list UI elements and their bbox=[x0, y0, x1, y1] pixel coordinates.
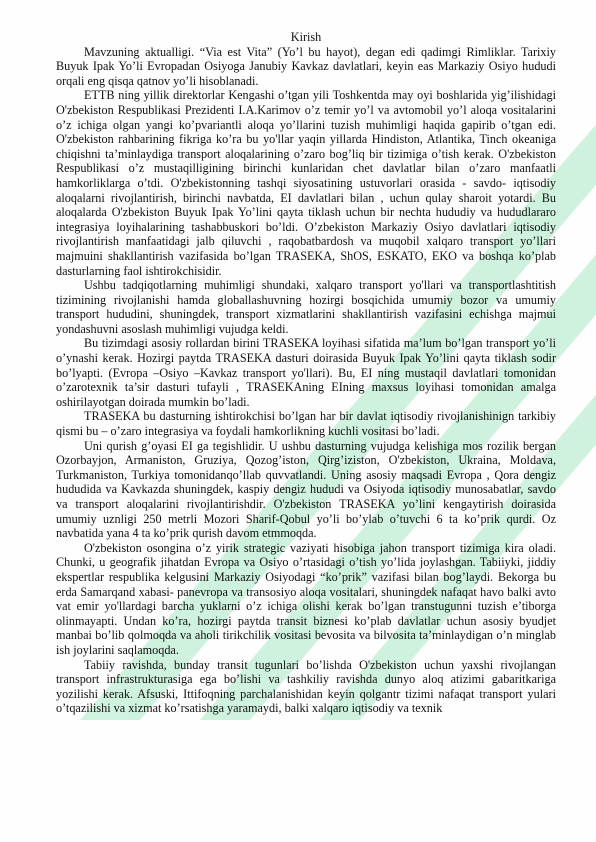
document-body bbox=[56, 30, 556, 716]
document-title: Kirish bbox=[290, 30, 322, 44]
paragraph: TRASEKA bu dasturning ishtirokchisi bo’lgan har bir davlat iqtisodiy rivojlanishinign tarkibiy qismi bu – o’zaro integrasiya va foydali hamkorlikning kuchli vositasi bo’ladi. bbox=[56, 409, 556, 439]
paragraph: Mavzuning aktualligi. “Via est Vita” (Yo’l bu hayot), degan edi qadimgi Rimliklar. Tarixiy Buyuk Ipak Yo’li Evropadan Osiyoga Janubiy Kavkaz davlatlari, keyin eas Markaziy Osiyo hududi orqali eng qisqa qatnov yo’li hisoblanadi. bbox=[56, 44, 556, 88]
paragraph: Tabiiy ravishda, bunday transit tugunlari bo’lishda O'zbekiston uchun yaxshi rivojlangan transport infrastrukturasiga ega bo’lishi va tashkiliy ravishda dunyo aloq atizimi gabaritkariga yozilishi kerak. Afsuski, Ittifoqning parchalanishidan keyin qolgantr tizimi nafaqat transport yulari o’tqazilishi va xizmat ko’rsatishga yaramaydi, balki xalqaro iqtisodiy va texnik bbox=[56, 657, 556, 716]
paragraph: Uni qurish g’oyasi EI ga tegishlidir. U ushbu dasturning vujudga kelishiga mos rozilik bergan Ozorbayjon, Armaniston, Gruziya, Qozog’iston, Qirg’iziston, O'zbekiston, Ukraina, Moldava, Turkmaniston, Turkiya tomonidanqo’llab quvvatlandi. Uning asosiy maqsadi Evropa , Qora dengiz hududida va Kavkazda shuningdek, kaspiy dengiz hududi va Osiyoda iqtisodiy munosabatlar, savdo va transport aloqalarini rivojlantirishdir. O'zbekiston TRASEKA yo’lini kengaytirish doirasida umumiy uznligi 250 metrli Mozori Sharif-Qobul yo’li bo’ylab o’tuvchi 6 ta ko’prik qurdi. Oz navbatida yana 4 ta ko’prik qurish davom etmmoqda. bbox=[56, 438, 556, 541]
paragraph: Ushbu tadqiqotlarning muhimligi shundaki, xalqaro transport yo'llari va transportlashtitish tizimining rivojlanishi hamda globallashuvning hozirgi bosqichida umumiy bozor va umumiy transport hududini, shuningdek, transport xizmatlarini shakllantirish vazifasini echishga majmui yondashuvni asoslash muhimligi vujudga keldi. bbox=[56, 278, 556, 336]
paragraph: Bu tizimdagi asosiy rollardan birini TRASEKA loyihasi sifatida ma’lum bo’lgan transport yo’li o’ynashi kerak. Hozirgi paytda TRASEKA dasturi doirasida Buyuk Ipak Yo’lini qayta tiklash sodir bo’lyapti. (Evropa –Osiyo –Kavkaz transport yo'llari). Bu, EI ning mustaqil davlatlari tomonidan o’zarotexnik ta’sir dasturi tufayli , TRASEKAning EIning maxsus loyihasi tomonidan amalga oshirilayotgan doirada mumkin bo’ladi. bbox=[56, 336, 556, 409]
paragraph: ETTB ning yillik direktorlar Kengashi o’tgan yili Toshkentda may oyi boshlarida yig’ilishidagi O'zbekiston Respublikasi Prezidenti I.A.Karimov o’z temir yo’l va avtomobil yo’l aloqa vositalarini o’z ichiga olgan yangi ko’pvariantli aloqa yo’llarini tuzish muhimligi haqida gapirib o’tgan edi. O'zbekiston rahbarining fikriga ko’ra bu yo'llar yaqin yillarda Hindiston, Atlantika, Tinch okeaniga chiqishni ta’minlaydiga transport aloqalarining o’zaro bog’liq bir tizimiga o’tish kerak. O'zbekiston Respublikasi o’z mustaqilligining birinchi kunlaridan chet davlatlar bilan o’zaro manfaatli hamkorliklarga o’tdi. O'zbekistonning tashqi siyosatining ustuvorlari orasida - savdo- iqtisodiy aloqalarni rivojlantirish, birinchi navbatda, EI davlatlari bilan , uchun qulay sharoit yotardi. Bu aloqalarda O'zbekiston Buyuk Ipak Yo’lini qayta tiklash uchun bir nechta hududiy va hududlararo integrasiya loyihalarining tashabbuskori bo’ldi. O’zbekiston Markaziy Osiyo davlatlari iqtisodiy rivojlantirish manfaatidagi jalb qiluvchi , raqobatbardosh va muqobil xalqaro transport yo’llari majmuini shakllantirish vazifasida bo’lgan TRASEKA, ShOS, ESKATO, EKO va boshqa ko’plab dasturlarning faol ishtirokchisidir. bbox=[56, 88, 556, 278]
paragraph: O'zbekiston osongina o’z yirik strategic vaziyati hisobiga jahon transport tizimiga kira oladi. Chunki, u geografik jihatdan Evropa va Osiyo o’rtasidagi o’tish yo’lida joylashgan. Tabiiyki, jiddiy ekspertlar respublika kelgusini Markaziy Osiyodagi “ko’prik” vazifasi bilan bog’laydi. Bekorga bu erda Samarqand xabasi- panevropa va transosiyo aloqa vositalari, shuningdek nafaqat havo balki avto vat emir yo'llardagi barcha yuklarni o’z ichiga olishi kerak bo’lgan transtugunni tuzish e’tiborga olinmayapti. Undan ko’ra, hozirgi paytda transit biznesi ko’plab davlatlar uchun asosiy byudjet manbai bo’lib qolmoqda va aholi tirikchilik vositasi bevosita va bilvosita ta’minlaydigan o’n minglab ish joylarini saqlamoqda. bbox=[56, 540, 556, 657]
